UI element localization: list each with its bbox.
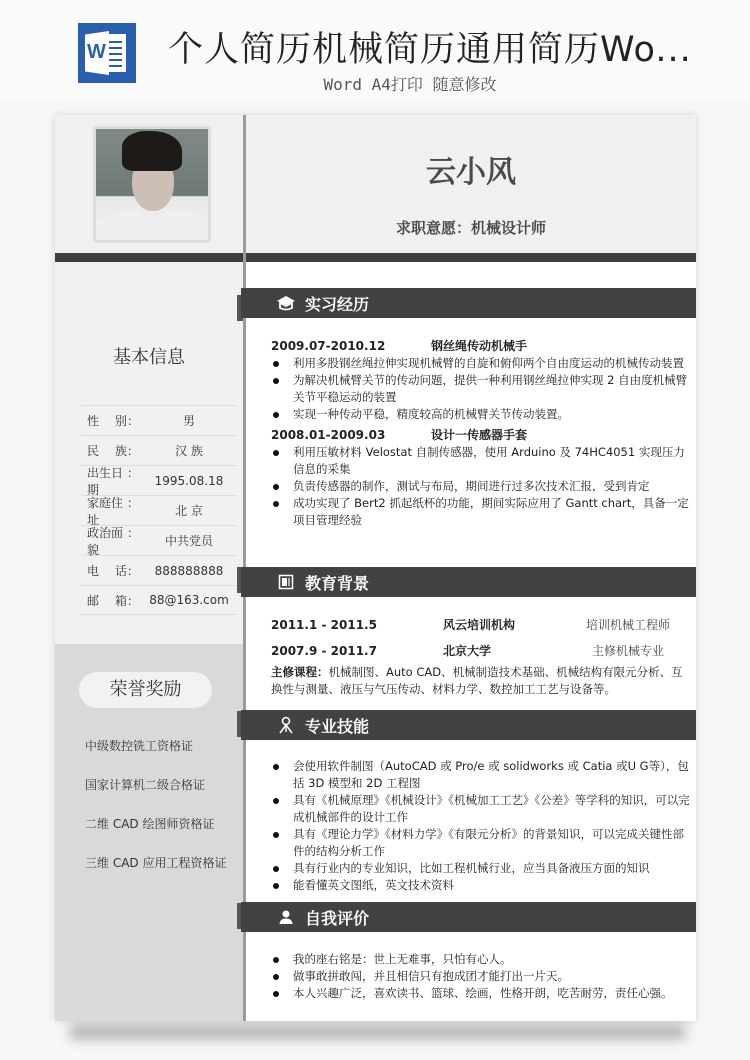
award-item: 三维 CAD 应用工程资格证 [85, 856, 227, 870]
section-header-skills: 专业技能 [241, 710, 696, 740]
graduation-cap-icon [273, 295, 299, 311]
list-item: 本人兴趣广泛，喜欢读书、篮球、绘画，性格开朗，吃苦耐劳，责任心强。 [271, 985, 691, 1002]
list-item: 会使用软件制图（AutoCAD 或 Pro/e 或 solidworks 或 Catia 或U G等），包括 3D 模型和 2D 工程图 [271, 758, 691, 792]
info-row-political: 政治面貌 ： 中共党员 [81, 525, 237, 555]
education-row: 2011.1 - 2011.5 风云培训机构 培训机械工程师 [271, 618, 670, 632]
awards-title: 荣誉奖励 [79, 672, 212, 708]
tripod-icon [273, 716, 299, 734]
info-row-address: 家庭住址 ： 北 京 [81, 495, 237, 525]
list-item: 做事敢拼敢闯，并且相信只有抱成团才能打出一片天。 [271, 968, 691, 985]
header-divider [55, 253, 696, 262]
info-row-email: 邮 箱： 88@163.com [81, 585, 237, 615]
skills-list [271, 758, 691, 894]
list-item: 负责传感器的制作，测试与布局，期间进行过多次技术汇报，受到肯定 [271, 478, 691, 495]
awards-list [85, 737, 226, 893]
document-title: 个人简历机械简历通用简历Wo... [168, 30, 692, 70]
list-item: 具有《理论力学》《材料力学》《有限元分析》的背景知识，可以完成关键性部件的结构分析工作 [271, 826, 691, 860]
book-icon [273, 574, 299, 590]
info-row-gender: 性 别： 男 [81, 405, 237, 435]
word-icon: W [78, 23, 136, 83]
resume-page [55, 115, 696, 1021]
self-evaluation-content [271, 951, 691, 1002]
job-bullets [271, 444, 691, 529]
section-header-internship: 实习经历 [241, 288, 696, 318]
banner [0, 0, 750, 100]
list-item: 成功实现了 Bert2 抓起纸杯的功能，期间实际应用了 Gantt chart，具备一定项目管理经验 [271, 495, 691, 529]
document-subtitle: Word A4打印 随意修改 [323, 75, 497, 94]
info-row-ethnicity: 民 族： 汉 族 [81, 435, 237, 465]
list-item: 我的座右铭是：世上无难事，只怕有心人。 [271, 951, 691, 968]
education-row: 2007.9 - 2011.7 北京大学 主修机械专业 [271, 644, 664, 658]
list-item: 能看懂英文图纸，英文技术资料 [271, 877, 691, 894]
basic-info-title: 基本信息 [113, 347, 185, 368]
award-item: 二维 CAD 绘图师资格证 [85, 817, 215, 831]
list-item: 实现一种传动平稳，精度较高的机械臂关节传动装置。 [271, 406, 691, 423]
skills-content [271, 758, 691, 894]
courses: 主修课程：机械制图、Auto CAD、机械制造技术基础、机械结构有限元分析、互换性与测量、液压与气压传动、材料力学、数控加工工艺与设备等。 [271, 665, 683, 696]
education-content [271, 613, 691, 698]
job-header: 2008.01-2009.03 设计一传感器手套 [271, 428, 528, 442]
section-header-self-evaluation: 自我评价 [241, 902, 696, 932]
info-row-phone: 电 话： 888888888 [81, 555, 237, 585]
award-item: 中级数控铣工资格证 [85, 739, 194, 753]
basic-info-table [81, 405, 237, 615]
list-item: 具有行业内的专业知识，比如工程机械行业，应当具备液压方面的知识 [271, 860, 691, 877]
portrait-photo [95, 128, 209, 241]
list-item: 利用多股钢丝绳拉伸实现机械臂的自旋和俯仰两个自由度运动的机械传动装置 [271, 355, 691, 372]
list-item: 为解决机械臂关节的传动问题，提供一种利用钢丝绳拉伸实现 2 自由度机械臂关节平稳运动的装置 [271, 372, 691, 406]
person-icon [273, 909, 299, 925]
list-item: 利用压敏材料 Velostat 自制传感器，使用 Arduino 及 74HC4051 实现压力信息的采集 [271, 444, 691, 478]
award-item: 国家计算机二级合格证 [85, 778, 206, 792]
internship-content [271, 336, 691, 529]
job-bullets [271, 355, 691, 423]
job-intent: 求职意愿：机械设计师 [395, 219, 546, 237]
info-row-birthdate: 出生日期 ： 1995.08.18 [81, 465, 237, 495]
candidate-name: 云小风 [426, 155, 516, 190]
list-item: 具有《机械原理》《机械设计》《机械加工工艺》《公差》等学科的知识，可以完成机械部件的设计工作 [271, 792, 691, 826]
job-header: 2009.07-2010.12 钢丝绳传动机械手 [271, 339, 528, 353]
self-evaluation-list [271, 951, 691, 1002]
section-header-education: 教育背景 [241, 567, 696, 597]
page-shadow [70, 1025, 685, 1039]
